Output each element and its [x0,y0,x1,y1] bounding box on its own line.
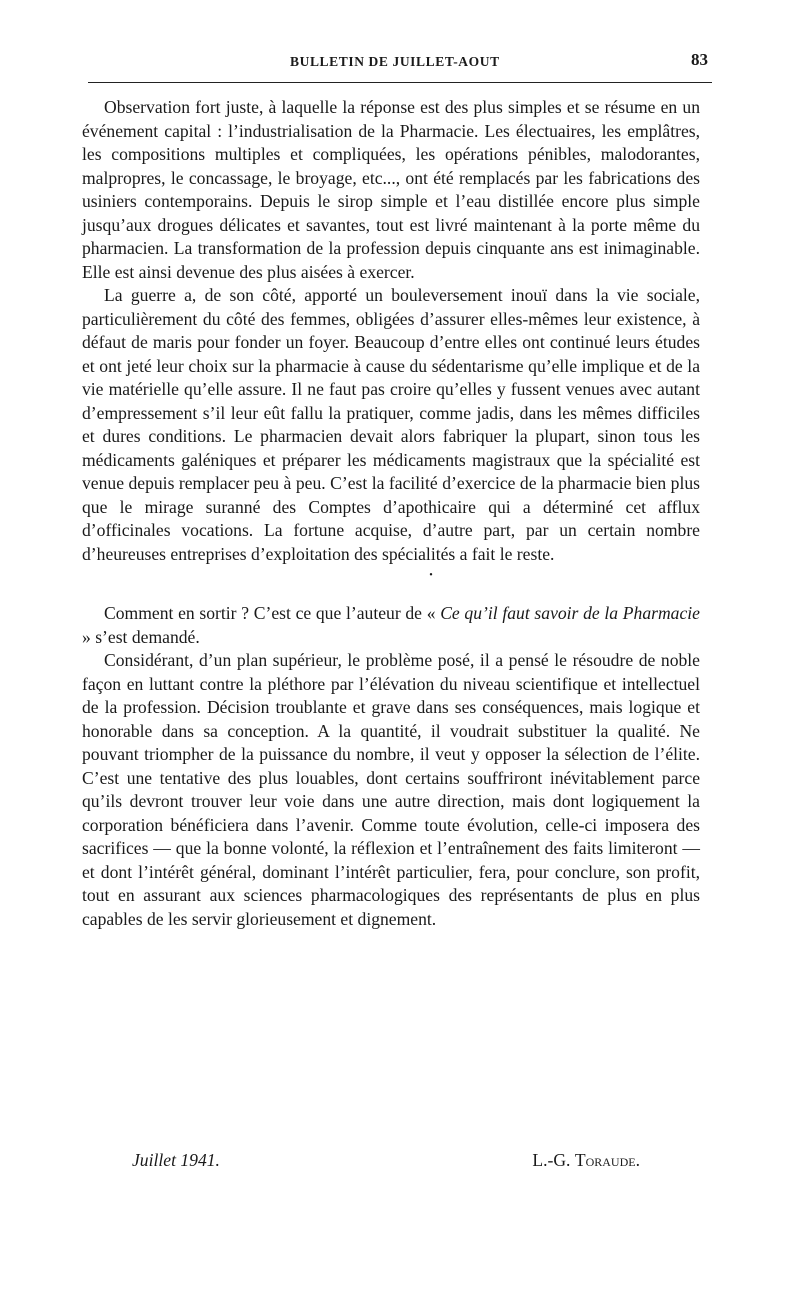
author-initials: L.-G. [532,1150,575,1170]
paragraph-war: La guerre a, de son côté, apporté un bouleversement inouï dans la vie sociale, particulièrement du côté des femmes, obligées d’assurer elles-mêmes leur existence, à défaut de maris pour fonder un foyer. Beaucoup d’entre elles ont continué leurs études et ont jeté leur choix sur la pharmacie à cause du sédentarisme qu’elle implique et de la vie matérielle qu’elle assure. Il ne faut pas croire qu’elles y fussent venues avec autant d’empressement s’il leur eût fallu la pratiquer, comme jadis, dans les mêmes difficiles et dures conditions. Le pharmacien devait alors fabriquer la plupart, sinon tous les médicaments galéniques et préparer les médicaments magistraux que la spécialité est venue depuis remplacer peu à peu. C’est la facilité d’exercice de la pharmacie bien plus que le mirage suranné des Comptes d’apothicaire qui a déterminé cet afflux d’officinales vocations. La fortune acquise, d’autre part, par un certain nombre d’heureuses entreprises d’exploitation des spécialités a fait le reste. [82,285,700,564]
header-rule [88,82,712,83]
signature-date: Juillet 1941. [132,1150,220,1170]
running-title: BULLETIN DE JUILLET-AOUT [290,54,500,69]
paragraph-question [82,602,700,649]
section-ornament: • [429,570,433,581]
paragraph-considerant: Considérant, d’un plan supérieur, le problème posé, il a pensé le résoudre de noble façon en luttant contre la pléthore par l’élévation du niveau scientifique et intellectuel de la profession. Décision troublante et grave dans ses conséquences, mais logique et honorable dans sa conception. A la quantité, il voudrait substituer la qualité. Ne pouvant triompher de la puissance du nombre, il veut y opposer la sélection de l’élite. C’est une tentative des plus louables, dont certains souffriront inévitablement parce qu’ils devront trouver leur voie dans une autre direction, mais dont logiquement la corporation bénéficiera dans l’avenir. Comme toute évolution, celle-ci imposera des sacrifices — que la bonne volonté, la réflexion et l’entraînement des faits limiteront — et dont l’intérêt général, dominant l’intérêt particulier, fera, pour conclure, son profit, tout en assurant aux sciences pharmacologiques des représentants de plus en plus capables de les servir glorieusement et dignement. [82,650,700,929]
author-surname: Toraude. [574,1150,640,1170]
book-title: Ce qu’il faut savoir de la Pharmacie [440,603,700,623]
page-number: 83 [691,50,708,69]
question-text-before: Comment en sortir ? C’est ce que l’auteur de « [104,603,441,623]
page-header [90,50,710,76]
question-text-after: » s’est demandé. [82,626,200,647]
signature-author [532,1150,640,1171]
body-text [82,96,700,931]
paragraph-industrialisation: Observation fort juste, à laquelle la réponse est des plus simples et se résume en un événement capital : l’industrialisation de la Pharmacie. Les électuaires, les emplâtres, les compositions multiples et compliquées, les opérations pénibles, malodorantes, malpropres, le concassage, le broyage, etc..., ont été remplacés par les fabrications des usiniers contemporains. Depuis le sirop simple et l’eau distillée encore plus simple jusqu’aux drogues délicates et savantes, tout est livré maintenant à la porte même du pharmacien. La transformation de la profession depuis cinquante ans est inimaginable. Elle est ainsi devenue des plus aisées à exercer. [82,97,700,282]
signature-line [82,1150,700,1176]
